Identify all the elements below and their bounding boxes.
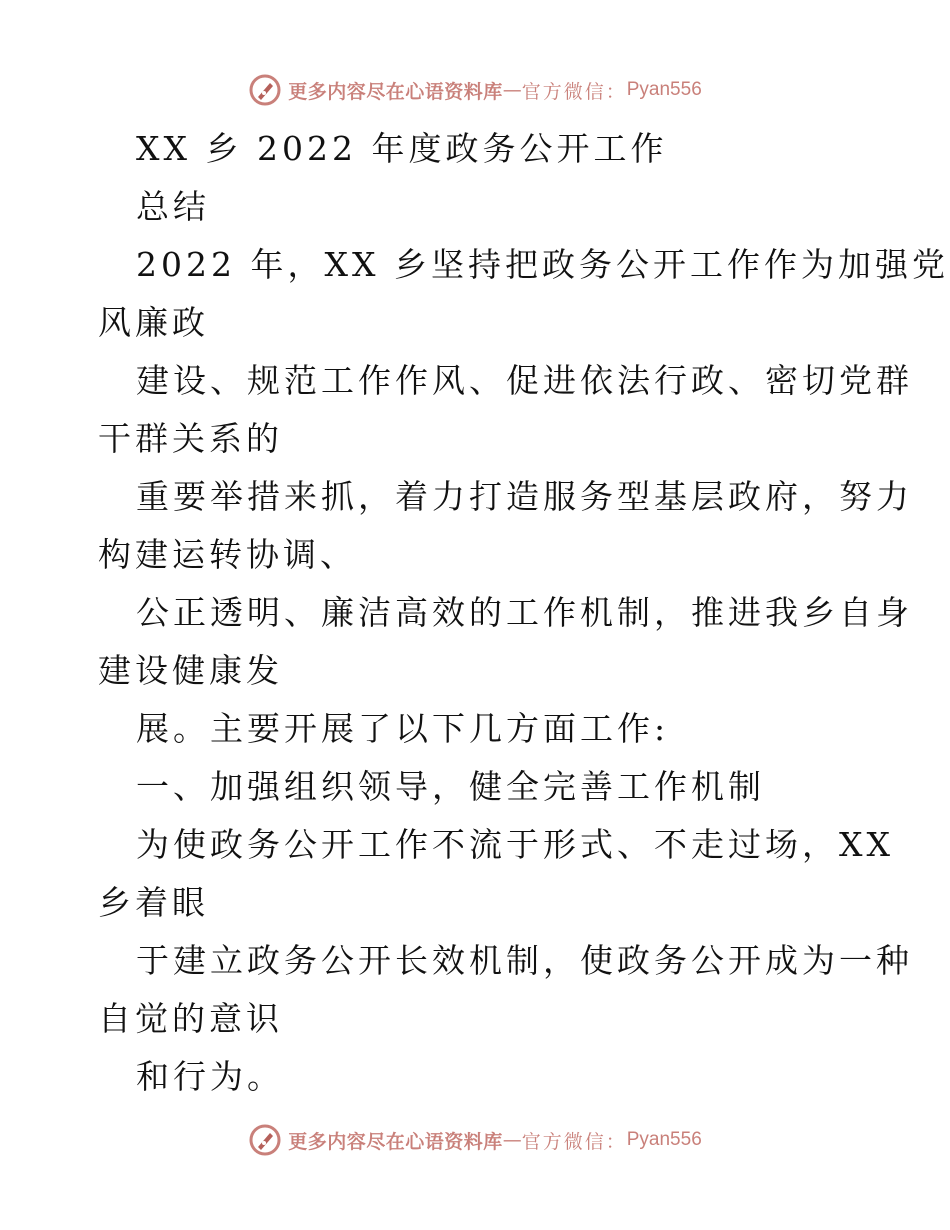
pen-nib-circle-logo-icon — [248, 1123, 282, 1157]
document-line: 总结 — [136, 187, 210, 226]
watermark-footer — [0, 1120, 950, 1160]
document-line: 自觉的意识 — [98, 999, 283, 1038]
watermark-wechat-id: Pyan556 — [626, 79, 702, 100]
document-line: 建设、规范工作作风、促进依法行政、密切党群 — [136, 361, 913, 400]
document-line: 展。主要开展了以下几方面工作: — [136, 709, 670, 748]
watermark-wechat-label: 官方微信： — [521, 80, 627, 103]
watermark-dash: — — [502, 79, 522, 101]
document-line: 公正透明、廉洁高效的工作机制，推进我乡自身 — [136, 593, 913, 632]
document-line: 和行为。 — [136, 1057, 284, 1096]
watermark-wechat-id: Pyan556 — [626, 1129, 702, 1150]
document-line: 于建立政务公开长效机制，使政务公开成为一种 — [136, 941, 913, 980]
document-line: 建设健康发 — [98, 651, 283, 690]
document-line: 构建运转协调、 — [98, 535, 357, 574]
document-line: 一、加强组织领导，健全完善工作机制 — [136, 767, 765, 806]
watermark-site-text: 更多内容尽在心语资料库 — [288, 1130, 503, 1153]
document-body — [98, 120, 949, 1106]
document-line: 干群关系的 — [98, 419, 283, 458]
document-line: 风廉政 — [98, 303, 209, 342]
watermark-site-text: 更多内容尽在心语资料库 — [288, 80, 503, 103]
watermark-header — [0, 70, 950, 110]
document-line: 2022 年，XX 乡坚持把政务公开工作作为加强党 — [136, 245, 949, 284]
pen-nib-circle-logo-icon — [248, 73, 282, 107]
document-line: XX 乡 2022 年度政务公开工作 — [136, 129, 668, 168]
watermark-dash: — — [502, 1129, 522, 1151]
document-line: 为使政务公开工作不流于形式、不走过场，XX — [136, 825, 894, 864]
document-line: 重要举措来抓，着力打造服务型基层政府，努力 — [136, 477, 913, 516]
watermark-wechat-label: 官方微信： — [521, 1130, 627, 1153]
document-line: 乡着眼 — [98, 883, 209, 922]
